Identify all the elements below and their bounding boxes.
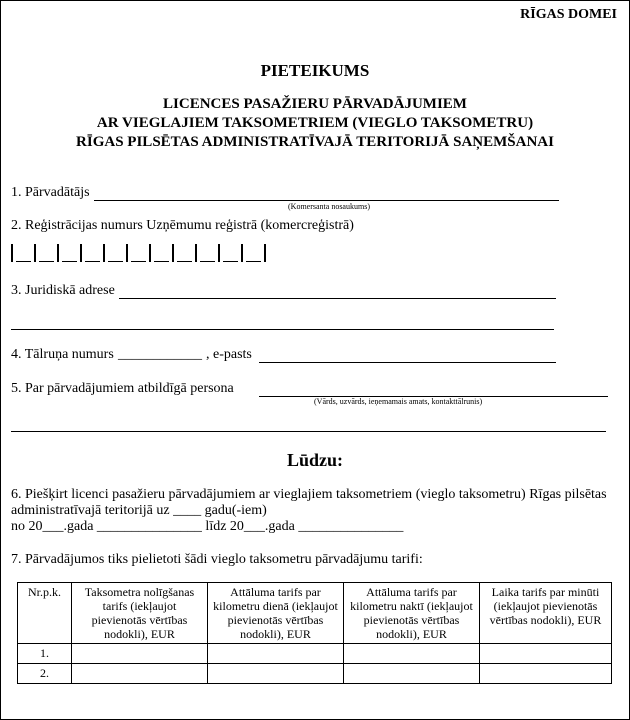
carrier-hint: (Komersanta nosaukums): [288, 202, 370, 211]
registration-label: 2. Reģistrācijas numurs Uzņēmumu reģistrā (komercreģistrā): [11, 218, 354, 233]
registration-digit-cell[interactable]: [220, 244, 241, 262]
responsible-person-field[interactable]: [259, 379, 608, 397]
column-header-hiring-tariff: Taksometra nolīgšanas tarifs (iekļaujot pievienotās vērtības nodokli), EUR: [72, 583, 208, 644]
item-7-text: 7. Pārvadājumos tiks pielietoti šādi vieglo taksometru pārvadājumu tarifi:: [11, 552, 423, 567]
hiring-tariff-cell[interactable]: [72, 644, 208, 664]
column-header-day-distance-tariff: Attāluma tarifs par kilometru dienā (iekļaujot pievienotās vērtības nodokli), EUR: [208, 583, 344, 644]
row-number-cell: 1.: [18, 644, 72, 664]
registration-digit-cell[interactable]: [243, 244, 264, 262]
responsible-person-label: 5. Par pārvadājumiem atbildīgā persona: [11, 381, 234, 396]
registration-digit-cell[interactable]: [105, 244, 126, 262]
registration-digit-cell[interactable]: [197, 244, 218, 262]
phone-field[interactable]: ____________: [118, 347, 202, 362]
registration-digit-cell[interactable]: [128, 244, 149, 262]
row-number-cell: 2.: [18, 664, 72, 684]
email-field[interactable]: [259, 345, 556, 363]
legal-address-field[interactable]: [119, 281, 556, 299]
column-header-number: Nr.p.k.: [18, 583, 72, 644]
legal-address-label: 3. Juridiskā adrese: [11, 283, 115, 298]
registration-digit-cell[interactable]: [151, 244, 172, 262]
carrier-label: 1. Pārvadātājs: [11, 185, 90, 200]
request-heading: Lūdzu:: [286, 450, 344, 470]
column-header-time-tariff: Laika tarifs par minūti (iekļaujot pievienotās vērtības nodokli), EUR: [480, 583, 612, 644]
email-label: , e-pasts: [206, 347, 252, 362]
registration-cell-divider: [264, 244, 266, 262]
hiring-tariff-cell[interactable]: [72, 664, 208, 684]
tariffs-table: [17, 582, 612, 684]
night-distance-tariff-cell[interactable]: [344, 664, 480, 684]
registration-digit-cell[interactable]: [82, 244, 103, 262]
form-subtitle-line-2: AR VIEGLAJIEM TAKSOMETRIEM (VIEGLO TAKSOMETRU): [96, 115, 534, 131]
carrier-name-field[interactable]: [94, 183, 559, 201]
day-distance-tariff-cell[interactable]: [208, 664, 344, 684]
item-6-line-1: 6. Piešķirt licenci pasažieru pārvadājumiem ar vieglajiem taksometriem (vieglo taksometru) Rīgas pilsētas: [11, 487, 607, 502]
form-subtitle-line-1: LICENCES PASAŽIERU PĀRVADĀJUMIEM: [163, 96, 467, 112]
time-tariff-cell[interactable]: [480, 664, 612, 684]
responsible-person-field-line-2[interactable]: [11, 414, 606, 432]
registration-digit-cell[interactable]: [13, 244, 34, 262]
phone-label: 4. Tālruņa numurs: [11, 347, 114, 362]
form-subtitle-line-3: RĪGAS PILSĒTAS ADMINISTRATĪVAJĀ TERITORIJĀ SAŅEMŠANAI: [76, 134, 554, 150]
night-distance-tariff-cell[interactable]: [344, 644, 480, 664]
table-row: [18, 644, 612, 664]
item-6-line-2: administratīvajā teritorijā uz ____ gadu(-iem): [11, 503, 267, 518]
tariffs-table-header-row: [18, 583, 612, 644]
column-header-night-distance-tariff: Attāluma tarifs par kilometru naktī (iekļaujot pievienotās vērtības nodokli), EUR: [344, 583, 480, 644]
table-row: [18, 664, 612, 684]
registration-digit-cell[interactable]: [174, 244, 195, 262]
registration-number-cells[interactable]: [11, 244, 265, 262]
day-distance-tariff-cell[interactable]: [208, 644, 344, 664]
registration-digit-cell[interactable]: [36, 244, 57, 262]
time-tariff-cell[interactable]: [480, 644, 612, 664]
registration-digit-cell[interactable]: [59, 244, 80, 262]
form-title: PIETEIKUMS: [260, 61, 370, 80]
addressee: RĪGAS DOMEI: [520, 7, 617, 22]
item-6-line-3: no 20___.gada _______________ līdz 20___.gada _______________: [11, 519, 404, 534]
legal-address-field-line-2[interactable]: [11, 312, 554, 330]
responsible-person-hint: (Vārds, uzvārds, ieņemamais amats, kontakttālrunis): [314, 397, 483, 406]
